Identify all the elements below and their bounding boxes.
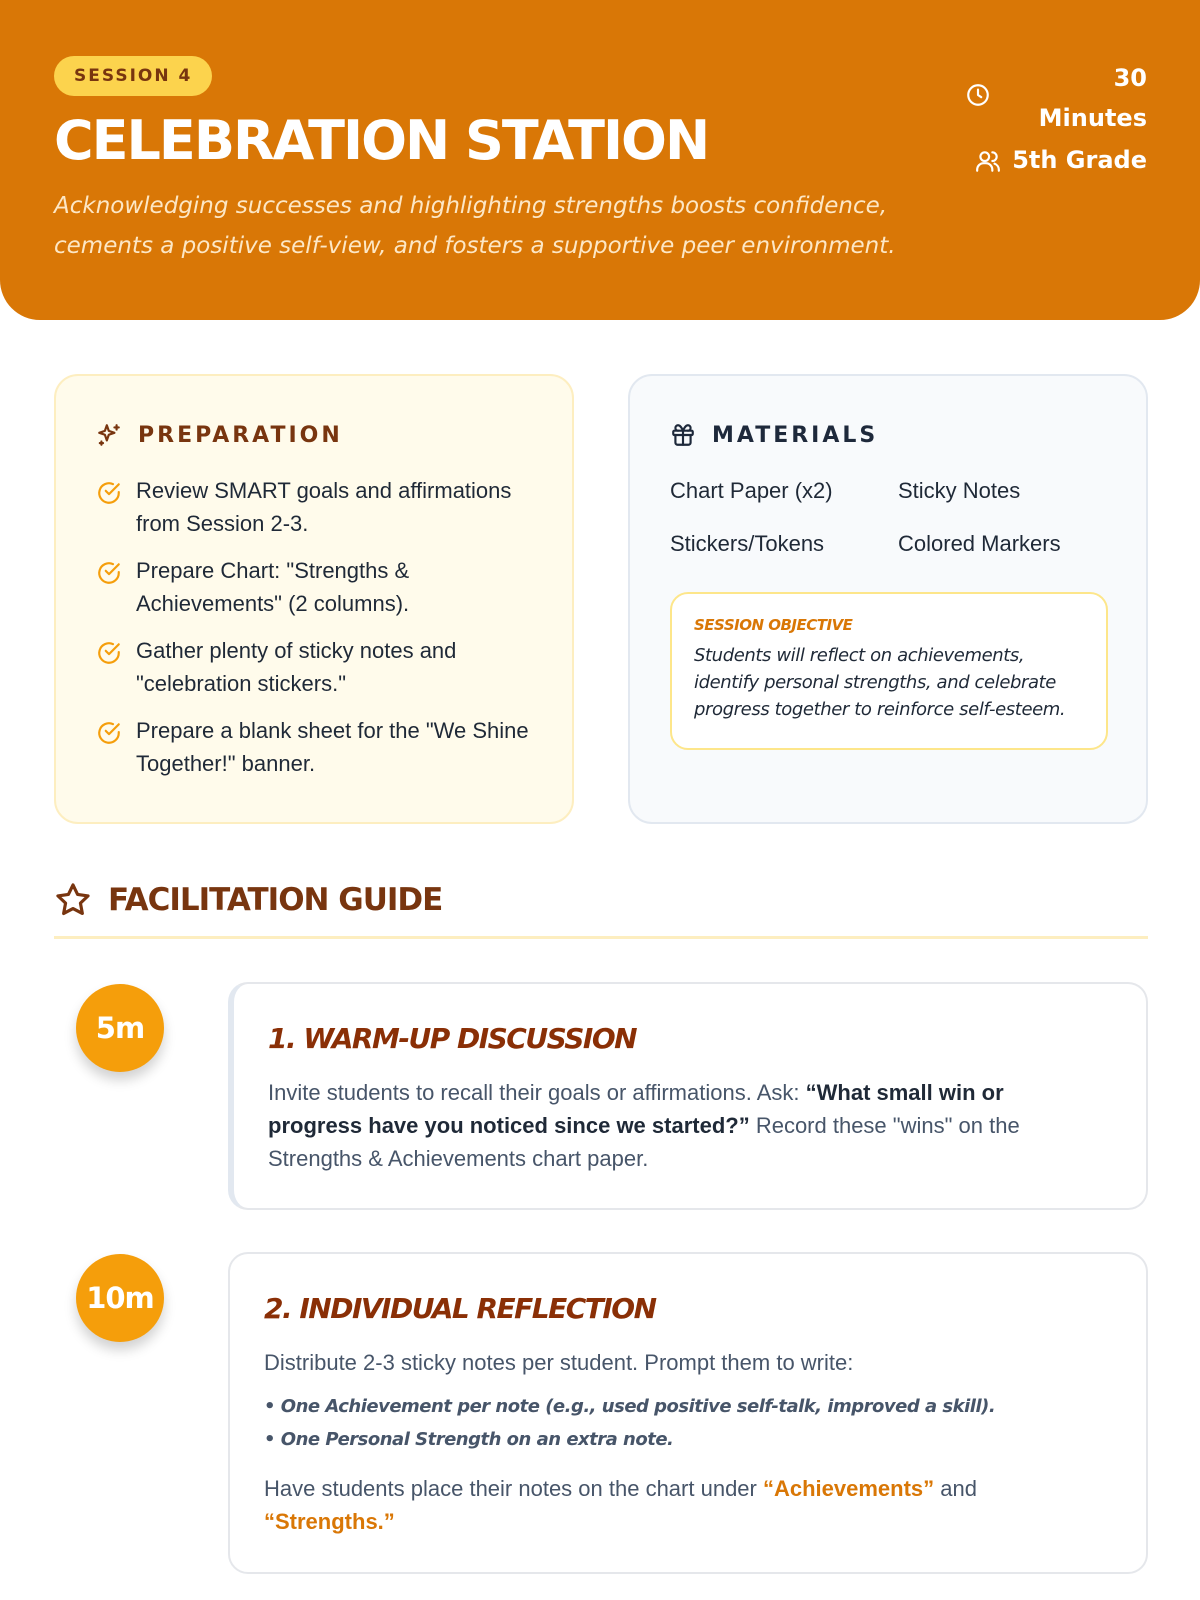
users-icon (975, 148, 1001, 180)
highlight-strengths: “Strengths.” (264, 1509, 395, 1534)
highlight-achievements: “Achievements” (762, 1476, 935, 1501)
sparkles-icon (96, 422, 122, 448)
preparation-heading (96, 420, 343, 450)
facilitation-guide-heading (54, 880, 442, 920)
step-text: Invite students to recall their goals or affirmations. Ask: (268, 1080, 806, 1105)
list-item (96, 634, 536, 700)
step-question: “What small win or progress have you noticed since we started?” (268, 1080, 1004, 1138)
duration-unit: Minutes (1038, 104, 1147, 132)
duration-number: 30 (1113, 64, 1147, 92)
step-title: 2. INDIVIDUAL REFLECTION (264, 1292, 656, 1325)
clock-icon (965, 82, 991, 114)
material-item: Colored Markers (898, 531, 1061, 556)
materials-card (628, 374, 1148, 824)
step-card (228, 1252, 1148, 1574)
session-badge: SESSION 4 (54, 56, 212, 96)
objective-text: Students will reflect on achievements, identify personal strengths, and celebrate progress together to reinforce self-esteem. (694, 645, 1066, 720)
preparation-list (96, 474, 536, 794)
section-divider (54, 936, 1148, 939)
preparation-title: PREPARATION (138, 422, 343, 448)
grade-info (947, 140, 1147, 180)
check-circle-icon (96, 560, 122, 595)
preparation-item-text: Gather plenty of sticky notes and "celebration stickers." (136, 638, 457, 696)
step-card (228, 982, 1148, 1210)
list-item: • One Personal Strength on an extra note. (264, 1429, 674, 1450)
step-text: Record these "wins" on the Strengths & Achievements chart paper. (268, 1113, 1020, 1171)
step-intro: Distribute 2-3 sticky notes per student. Prompt them to write: (264, 1350, 854, 1375)
material-item: Sticky Notes (898, 478, 1021, 503)
material-item: Chart Paper (x2) (670, 478, 833, 503)
preparation-item-text: Prepare Chart: "Strengths & Achievements" (2 columns). (136, 558, 410, 616)
step-title: 1. WARM-UP DISCUSSION (268, 1022, 637, 1055)
step-description (268, 1076, 1088, 1175)
step-bullet-list (264, 1390, 1124, 1456)
step-time-badge: 10m (76, 1254, 164, 1342)
material-item: Stickers/Tokens (670, 531, 825, 556)
duration-text (1037, 58, 1147, 138)
preparation-card (54, 374, 574, 824)
materials-title: MATERIALS (712, 422, 879, 448)
check-circle-icon (96, 640, 122, 675)
materials-list (670, 474, 1110, 560)
step-time-badge: 5m (76, 984, 164, 1072)
star-icon (54, 881, 92, 919)
session-objective-box (670, 592, 1108, 750)
preparation-item-text: Prepare a blank sheet for the "We Shine Together!" banner. (136, 718, 529, 776)
session-subtitle: Acknowledging successes and highlighting strengths boosts confidence, cements a positive self-view, and fosters a supportive peer environment. (54, 193, 896, 259)
step-closing (264, 1472, 1084, 1538)
list-item: • One Achievement per note (e.g., used positive self-talk, improved a skill). (264, 1396, 996, 1417)
session-header (0, 0, 1200, 320)
objective-label: SESSION OBJECTIVE (694, 616, 853, 634)
list-item (96, 714, 536, 780)
step-text: and (934, 1476, 977, 1501)
materials-heading (670, 420, 878, 450)
step-text: Have students place their notes on the chart under (264, 1476, 763, 1501)
session-meta (947, 52, 1147, 180)
page-title: CELEBRATION STATION (54, 109, 709, 172)
list-item (96, 554, 536, 620)
check-circle-icon (96, 720, 122, 755)
grade-text: 5th Grade (1012, 146, 1147, 174)
preparation-item-text: Review SMART goals and affirmations from Session 2-3. (136, 478, 512, 536)
duration-info (947, 52, 1147, 140)
list-item (96, 474, 536, 540)
facilitation-guide-title: FACILITATION GUIDE (108, 882, 443, 918)
check-circle-icon (96, 480, 122, 515)
gift-icon (670, 422, 696, 448)
